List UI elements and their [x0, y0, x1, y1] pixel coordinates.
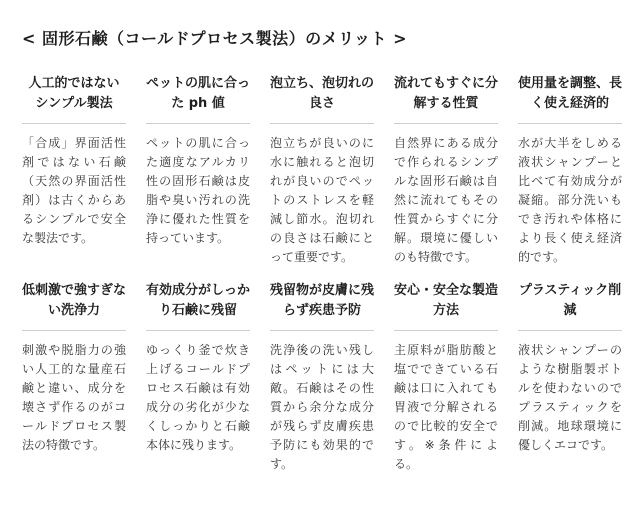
merit-card-title: 残留物が皮膚に残らず疾患予防	[270, 281, 374, 331]
merit-card-title: 流れてもすぐに分解する性質	[394, 74, 498, 124]
merit-card	[22, 74, 126, 267]
merit-card	[146, 281, 250, 474]
merit-card	[146, 74, 250, 267]
merit-card-title: 使用量を調整、長く使え経済的	[518, 74, 622, 124]
merit-card-body: ペットの肌に合った適度なアルカリ性の固形石鹸は皮脂や臭い汚れの洗浄に優れた性質を持っています。	[146, 136, 250, 245]
merit-card-body: 泡立ちが良いのに水に触れると泡切れが良いのでペットのストレスを軽減し節水。泡切れの良さは石鹸にとって重要です。	[270, 136, 374, 264]
merit-card	[518, 281, 622, 474]
page-title: < 固形石鹸（コールドプロセス製法）のメリット >	[22, 29, 408, 48]
merit-card-body: 水が大半をしめる液状シャンプーと比べて有効成分が凝縮。部分洗いもでき汚れや体格により長く使え経済的です。	[518, 136, 622, 264]
merit-card	[270, 281, 374, 474]
merit-card-title: 低刺激で強すぎない洗浄力	[22, 281, 126, 331]
merit-row-2	[22, 281, 622, 474]
merit-card-title: 人工的ではないシンプル製法	[22, 74, 126, 124]
merit-card	[22, 281, 126, 474]
merit-row-1	[22, 74, 622, 267]
merit-card	[394, 74, 498, 267]
merit-card-title: ペットの肌に合った ph 値	[146, 74, 250, 124]
merit-card	[394, 281, 498, 474]
merit-card	[270, 74, 374, 267]
merit-card	[518, 74, 622, 267]
merit-card-body: 主原料が脂肪酸と塩でできている石鹸は口に入れても胃液で分解されるので比較的安全です。※条件による。	[394, 343, 498, 471]
merit-card-body: 刺激や脱脂力の強い人工的な量産石鹸と違い、成分を壊さず作るのがコールドプロセス製法の特徴です。	[22, 343, 126, 452]
merit-card-title: 泡立ち、泡切れの良さ	[270, 74, 374, 124]
merit-card-body: 自然界にある成分で作られるシンプルな固形石鹸は自然に流れてもその性質からすぐに分解。環境に優しいのも特徴です。	[394, 136, 498, 264]
merit-card-body: 「合成」界面活性剤ではない石鹸（天然の界面活性剤）は古くからあるシンプルで安全な製法です。	[22, 136, 126, 245]
merit-card-title: 有効成分がしっかり石鹸に残留	[146, 281, 250, 331]
merit-card-title: 安心・安全な製造方法	[394, 281, 498, 331]
merit-card-title: プラスティック削減	[518, 281, 622, 331]
merit-card-body: ゆっくり釜で炊き上げるコールドプロセス石鹸は有効成分の劣化が少なくしっかりと石鹸本体に残ります。	[146, 343, 250, 452]
merit-card-body: 洗浄後の洗い残しはペットには大敵。石鹸はその性質から余分な成分が残らず皮膚疾患予防にも効果的です。	[270, 343, 374, 471]
merit-grid	[22, 74, 622, 474]
merit-card-body: 液状シャンプーのような樹脂製ボトルを使わないのでプラスティックを削減。地球環境に優しくエコです。	[518, 343, 622, 452]
